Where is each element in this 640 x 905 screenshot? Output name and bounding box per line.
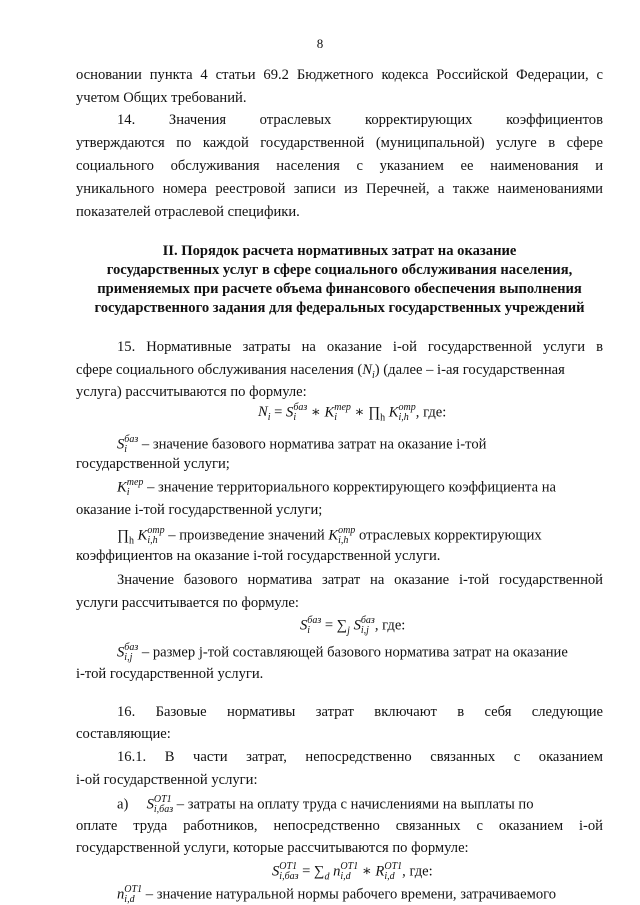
definition-line: S баз i – значение базового норматива затрат на оказание i-той xyxy=(117,434,487,455)
text-line: 14. Значения отраслевых корректирующих коэффициентов xyxy=(117,112,603,128)
text-line: социального обслуживания населения с указанием ее наименования и xyxy=(76,158,603,174)
text-line: оказание i-той государственной услуги; xyxy=(76,502,323,518)
formula-2: S баз i = $\sum_j$ S баз i,j , где: xyxy=(300,615,406,637)
formula-3: S ОТ1 i,баз = $\sum_d$ n ОТ1 i,d ∗ R ОТ1 i,d , где: xyxy=(272,861,433,883)
page-number: 8 xyxy=(316,36,324,51)
definition-line: K тер i – значение территориального корректирующего коэффициента на xyxy=(117,477,557,498)
text-line: основании пункта 4 статьи 69.2 Бюджетного кодекса Российской Федерации, с xyxy=(76,67,603,83)
text-line: показателей отраслевой специфики. xyxy=(76,204,300,220)
text-line: уникального номера реестровой записи из Перечней, а также наименованиями xyxy=(76,181,603,197)
text-line: i-ой государственной услуги: xyxy=(76,772,258,788)
text-line: государственной услуги; xyxy=(76,456,230,472)
definition-line: $\prod_h$ K отр i,h – произведение значений K отр i,h отраслевых корректирующих xyxy=(117,525,542,547)
text-line: составляющие: xyxy=(76,726,171,742)
text-line: сфере социального обслуживания населения $(N_i)$ (далее – i-ая государственная xyxy=(76,362,565,381)
definition-line: а) S ОТ1 i,баз – затраты на оплату труда с начислениями на выплаты по xyxy=(117,794,534,815)
text-line: государственной услуги, которые рассчитываются по формуле: xyxy=(76,840,469,856)
section-heading: государственных услуг в сфере социального обслуживания населения, xyxy=(106,262,573,278)
formula-symbol: $N_i$ xyxy=(362,362,375,381)
definition-line: S баз i,j – размер j-той составляющей базового норматива затрат на оказание xyxy=(117,642,568,663)
text-line: 16. Базовые нормативы затрат включают в себя следующие xyxy=(117,704,603,720)
section-heading: государственного задания для федеральных государственных учреждений xyxy=(94,300,585,316)
section-heading: применяемых при расчете объема финансового обеспечения выполнения xyxy=(97,281,582,297)
text-line: i-той государственной услуги. xyxy=(76,666,264,682)
text-line: учетом Общих требований. xyxy=(76,90,247,106)
text-line: 15. Нормативные затраты на оказание i-ой государственной услуги в xyxy=(117,339,603,355)
formula-1: $N_i = S$ баз i ∗ K тер i ∗ $\prod_h$ K отр i,h , где: xyxy=(258,402,447,424)
text-line: услуги рассчитывается по формуле: xyxy=(76,595,299,611)
definition-line: n ОТ1 i,d – значение натуральной нормы рабочего времени, затрачиваемого xyxy=(117,884,557,905)
text-line: коэффициентов на оказание i-той государственной услуги. xyxy=(76,548,441,564)
section-heading: II. Порядок расчета нормативных затрат на оказание xyxy=(162,243,517,259)
text-line: утверждаются по каждой государственной (муниципальной) услуге в сфере xyxy=(76,135,603,151)
text-line: Значение базового норматива затрат на оказание i-той государственной xyxy=(117,572,603,588)
text-line: услуга) рассчитываются по формуле: xyxy=(76,384,307,400)
text-line: 16.1. В части затрат, непосредственно связанных с оказанием xyxy=(117,749,603,765)
text-line: оплате труда работников, непосредственно связанных с оказанием i-ой xyxy=(76,818,603,834)
